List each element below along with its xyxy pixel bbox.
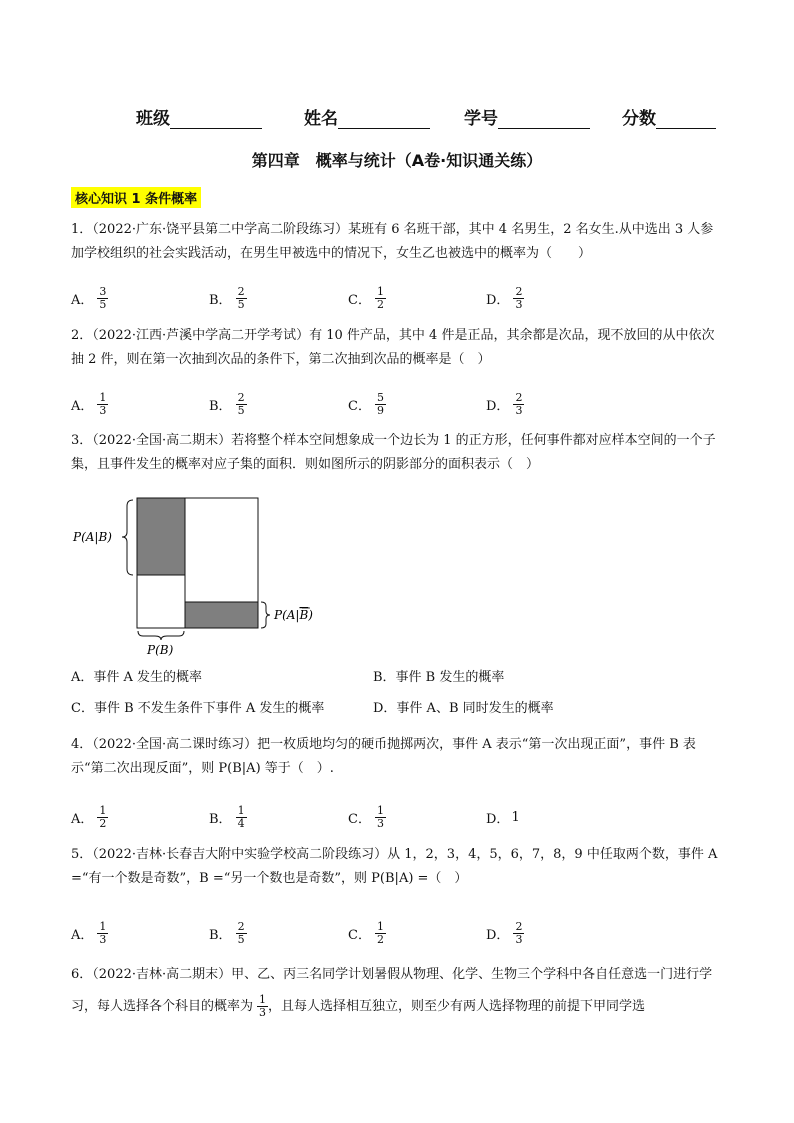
- q5-option-a[interactable]: A． $\frac{1}{3}$: [71, 919, 107, 946]
- q1-option-a[interactable]: A． $\frac{3}{5}$: [71, 284, 107, 311]
- fraction: $\frac{1}{3}$: [259, 993, 267, 1019]
- question-3-text: 3．（2022·全国·高二期末）若将整个样本空间想象成一个边长为 1 的正方形，任何事件都对应样本空间的一个子集，且事件发生的概率对应子集的面积．则如图所示的阴影部分的面积表示（ ）: [71, 433, 716, 472]
- fraction: $\frac{2}{5}$: [237, 390, 245, 417]
- question-4-options: [71, 799, 726, 835]
- name-label: 姓名: [304, 109, 338, 129]
- name-blank[interactable]: [338, 110, 430, 129]
- q3-option-b[interactable]: B．事件 B 发生的概率: [373, 670, 505, 685]
- name-field[interactable]: [304, 104, 430, 129]
- q1-option-d[interactable]: D． $\frac{2}{3}$: [486, 284, 523, 311]
- left-brace: [122, 500, 133, 575]
- question-5-text: 5．（2022·吉林·长春吉大附中实验学校高二阶段练习）从 1，2，3，4，5，6，7，8，9 中任取两个数，事件 A =“有一个数是奇数”，B =“另一个数也是奇数”，则 P(B|A) =（ ）: [71, 847, 718, 886]
- label-p-a-given-b: P(A|B): [73, 530, 112, 544]
- q2-option-b[interactable]: B． $\frac{2}{5}$: [209, 390, 245, 417]
- question-5-options: [71, 915, 726, 951]
- page-title: 第四章 概率与统计（A卷·知识通关练）: [251, 151, 543, 170]
- fraction: $\frac{1}{2}$: [99, 803, 107, 830]
- fraction: $\frac{2}{3}$: [515, 919, 523, 946]
- fraction: $\frac{2}{5}$: [237, 284, 245, 311]
- q3-option-c[interactable]: C．事件 B 不发生条件下事件 A 发生的概率: [71, 701, 325, 716]
- q5-option-c[interactable]: C． $\frac{1}{2}$: [348, 919, 384, 946]
- id-field[interactable]: [464, 104, 590, 129]
- class-label: 班级: [136, 109, 170, 129]
- class-field[interactable]: [136, 104, 262, 129]
- fraction: $\frac{2}{3}$: [515, 284, 523, 311]
- fraction: $\frac{1}{3}$: [99, 919, 107, 946]
- q1-option-c[interactable]: C． $\frac{1}{2}$: [348, 284, 384, 311]
- q1-option-b[interactable]: B． $\frac{2}{5}$: [209, 284, 245, 311]
- fraction: $\frac{1}{2}$: [376, 919, 384, 946]
- question-3-options-row1: [71, 666, 726, 688]
- fraction: $\frac{2}{3}$: [515, 390, 523, 417]
- id-label: 学号: [464, 109, 498, 129]
- right-brace: [261, 602, 270, 628]
- class-blank[interactable]: [170, 110, 262, 129]
- fraction: $\frac{1}{2}$: [376, 284, 384, 311]
- q2-option-c[interactable]: C． $\frac{5}{9}$: [348, 390, 384, 417]
- question-3-options-row2: [71, 697, 726, 719]
- fraction: $\frac{1}{3}$: [376, 803, 384, 830]
- q2-option-a[interactable]: A． $\frac{1}{3}$: [71, 390, 107, 417]
- label-p-a-given-not-b: P(A|B): [274, 608, 313, 622]
- question-1-options: [71, 280, 726, 316]
- question-4-text: 4．（2022·全国·高二课时练习）把一枚质地均匀的硬币抛掷两次，事件 A 表示“第一次出现正面”，事件 B 表示“第二次出现反面”，则 P(B|A) 等于（ ）.: [71, 737, 696, 776]
- question-2-options: [71, 386, 726, 422]
- q5-option-b[interactable]: B． $\frac{2}{5}$: [209, 919, 245, 946]
- score-label: 分数: [622, 109, 656, 129]
- question-6-text: 6．（2022·吉林·高二期末）甲、乙、丙三名同学计划暑假从物理、化学、生物三个学科中各自任意选一门进行学习，每人选择各个科目的概率为 $\frac{1}{3}$ ，且每人选择相互独立，则至少有两人选择物理的前提下甲同学选: [71, 967, 713, 1019]
- probability-square-figure: [71, 492, 331, 660]
- bottom-brace: [138, 631, 184, 640]
- question-1-text: 1．（2022·广东·饶平县第二中学高二阶段练习）某班有 6 名班干部，其中 4 名男生，2 名女生.从中选出 3 人参加学校组织的社会实践活动，在男生甲被选中的情况下，女生乙也被选中的概率为（ ）: [71, 222, 714, 261]
- score-blank[interactable]: [656, 110, 716, 129]
- q2-option-d[interactable]: D． $\frac{2}{3}$: [486, 390, 523, 417]
- fraction: $\frac{1}{4}$: [237, 803, 245, 830]
- q4-option-c[interactable]: C． $\frac{1}{3}$: [348, 803, 384, 830]
- fraction: $\frac{1}{3}$: [99, 390, 107, 417]
- fraction: $\frac{2}{5}$: [237, 919, 245, 946]
- label-p-b: P(B): [147, 643, 174, 657]
- fraction: $\frac{5}{9}$: [376, 390, 384, 417]
- section-heading: 核心知识 1 条件概率: [71, 187, 201, 208]
- id-blank[interactable]: [498, 110, 590, 129]
- shaded-region-a-given-b: [137, 498, 185, 575]
- question-2-text: 2．（2022·江西·芦溪中学高二开学考试）有 10 件产品，其中 4 件是正品，其余都是次品，现不放回的从中依次抽 2 件，则在第一次抽到次品的条件下，第二次抽到次品的概率是（ ）: [71, 328, 715, 367]
- q4-option-b[interactable]: B． $\frac{1}{4}$: [209, 803, 245, 830]
- q3-option-d[interactable]: D．事件 A、B 同时发生的概率: [373, 701, 554, 716]
- shaded-region-a-given-not-b: [185, 602, 258, 628]
- score-field[interactable]: [622, 104, 716, 129]
- fraction: $\frac{3}{5}$: [99, 284, 107, 311]
- q5-option-d[interactable]: D． $\frac{2}{3}$: [486, 919, 523, 946]
- q3-option-a[interactable]: A．事件 A 发生的概率: [71, 670, 203, 685]
- q4-option-d[interactable]: D． 1: [486, 809, 520, 827]
- q4-option-a[interactable]: A． $\frac{1}{2}$: [71, 803, 107, 830]
